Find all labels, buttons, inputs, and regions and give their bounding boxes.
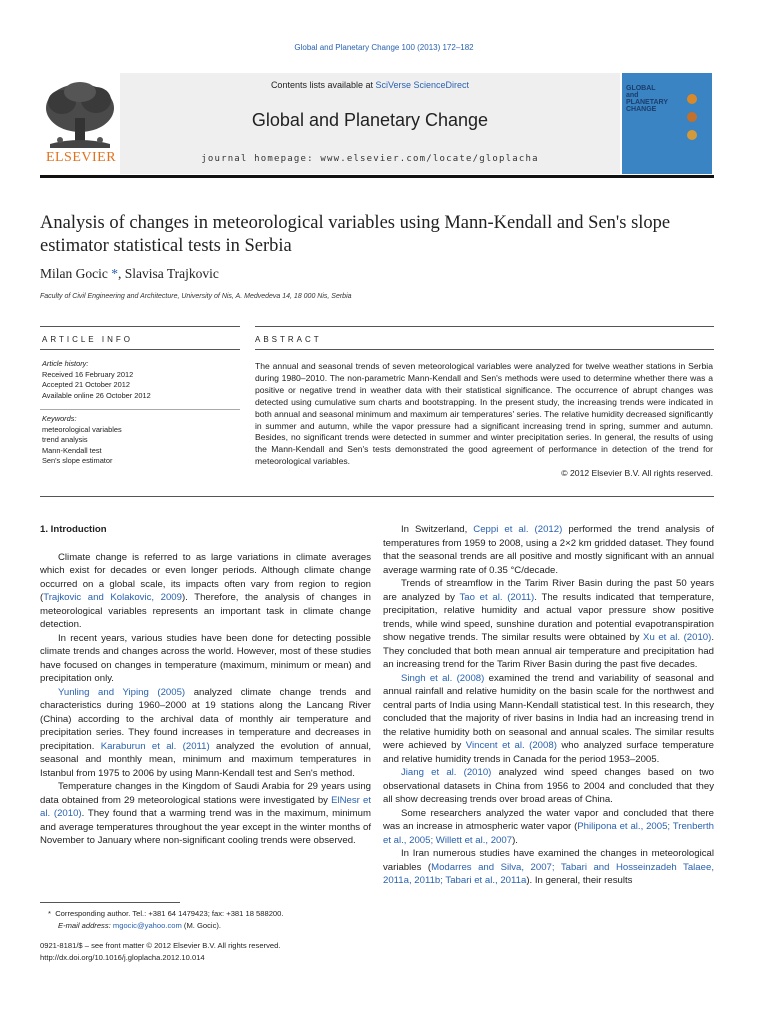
keyword: trend analysis (42, 435, 88, 444)
reference-link[interactable]: Philipona et al., 2005; Trenberth et al., 2005; Willett et al., 2007 (383, 821, 714, 846)
article-info-rule-2 (40, 349, 240, 350)
affiliation: Faculty of Civil Engineering and Architecture, University of Nis, A. Medvedeva 14, 18 000 Nis, Serbia (40, 293, 352, 300)
paragraph: Trends of streamflow in the Tarim River Basin during the past 50 years are analyzed by Tao et al. (2011). The results indicated that temperature, precipitation, relative humidity and actual vapor pressure show positive trends, while wind speed, sunshine duration and potential evapotranspiration show negative trends. The similar results were obtained by Xu et al. (2010). They concluded that both mean annual air temperature and precipitation had an increasing trend for the Tarim River Basin during the past five decades. (383, 578, 715, 670)
reference-link[interactable]: Vincent et al. (2008) (465, 740, 557, 751)
abstract-copyright: © 2012 Elsevier B.V. All rights reserved. (561, 468, 713, 479)
section-heading-introduction: 1. Introduction (40, 524, 107, 535)
history-received: Received 16 February 2012 (42, 369, 134, 379)
paragraph: Climate change is referred to as large variations in climate averages which exist for decades or even longer periods. Although climate change occurred on a global scale, its impacts often vary from region to region (Trajkovic and Kolakovic, 2009). Therefore, the analysis of changes in meteorological variables represents an important task in climate change detection. (40, 551, 371, 630)
paragraph: Some researchers analyzed the water vapor and concluded that there was an increase in atmospheric water vapor (Philipona et al., 2005; Trenberth et al., 2005; Willett et al., 2007). (383, 807, 714, 846)
paragraph: In recent years, various studies have been done for detecting possible climate trends and changes across the world. However, most of these studies have focused on changes in temperature (maximum, minimum or mean) and precipitation only. (40, 632, 371, 684)
abstract-heading: ABSTRACT (255, 335, 322, 344)
journal-title: Global and Planetary Change (251, 110, 489, 130)
journal-cover-image (622, 73, 712, 174)
email-link[interactable]: mgocic@yahoo.com (112, 921, 182, 930)
paragraph: In Iran numerous studies have examined the changes in meteorological variables (Modarres and Silva, 2007; Tabari and Hosseinzadeh Talaee, 2011a, 2011b; Tabari et al., 2011a). In general, their results (383, 848, 714, 886)
email-footnote: E-mail address: mgocic@yahoo.com (M. Gocic). (58, 921, 222, 930)
reference-link[interactable]: ElNesr et al. (2010) (40, 794, 371, 819)
paragraph: Singh et al. (2008) examined the trend and variability of seasonal and annual rainfall and relative humidity on the basin scale for the northwest and central parts of India using Mann-Kendall statistical test. In this research, they concluded that the majority of river basins in India had an increasing trend in the relative humidity both on seasonal and annual scales. The similar results were achieved by Vincent et al. (2008) who analyzed surface temperature and relative humidity trends in Canada for the period 1953–2005. (383, 672, 714, 765)
reference-link[interactable]: Modarres and Silva, 2007; Tabari and Hosseinzadeh Talaee, 2011a, 2011b; Tabari et al., 2011a (383, 861, 714, 886)
keyword: meteorological variables (42, 424, 122, 434)
reference-link[interactable]: Karaburun et al. (2011) (100, 740, 210, 752)
paragraph: Jiang et al. (2010) analyzed wind speed changes based on two observational datasets in China from 1956 to 2004 and concluded that they all show decreasing trends over broad areas of China. (383, 767, 714, 805)
issn-line: 0921-8181/$ – see front matter © 2012 Elsevier B.V. All rights reserved. (40, 941, 281, 950)
paragraph: Temperature changes in the Kingdom of Saudi Arabia for 29 years using data obtained from 29 meteorological stations were investigated by ElNesr et al. (2010). They found that a warming trend was in the maximum, minimum and average temperatures throughout the year except in the winter months of November to January where non-significant cooling trends were observed. (40, 781, 372, 846)
journal-citation[interactable]: Global and Planetary Change 100 (2013) 172–182 (294, 43, 474, 52)
reference-link[interactable]: Yunling and Yiping (2005) (58, 686, 186, 698)
abstract-rule-2 (255, 349, 714, 350)
author-list: Milan Gocic *, Slavisa Trajkovic (40, 266, 219, 281)
reference-link[interactable]: Xu et al. (2010) (643, 632, 712, 643)
keywords-label: Keywords: (42, 414, 77, 423)
elsevier-wordmark: ELSEVIER (45, 150, 117, 165)
reference-link[interactable]: Ceppi et al. (2012) (473, 524, 563, 535)
article-info-heading: ARTICLE INFO (42, 335, 133, 344)
corresponding-author-mark[interactable]: * (107, 266, 118, 281)
abstract-rule (255, 326, 714, 327)
history-accepted: Accepted 21 October 2012 (42, 380, 130, 389)
article-title: Analysis of changes in meteorological variables using Mann-Kendall and Sen's slope estimator statistical tests in Serbia (40, 213, 671, 256)
journal-homepage[interactable]: journal homepage: www.elsevier.com/locate/gloplacha (201, 154, 539, 164)
history-label: Article history: (42, 359, 89, 368)
reference-link[interactable]: Singh et al. (2008) (401, 672, 485, 684)
abstract-text: The annual and seasonal trends of seven meteorological variables were analyzed for twelve weather stations in Serbia during 1980–2010. The non-parametric Mann-Kendall and Sen's methods were used to determine whether there was a positive or negative trend in weather data with their statistical significance. The occurrence of abrupt changes was detected using cumulative sum charts and bootstrapping. In the present study, the increasing trends were indicated in both annual and seasonal minimum and maximum air temperatures' series. The relative humidity decreased significantly in summer and autumn, while the vapor pressure had a significant increasing trend in spring, summer and autumn. Besides, no significant trends were detected in summer and winter precipitation series. In general, the results of using the Mann-Kendall and Sen's tests demonstrated the good agreement of performance in detection of the trend for meteorological variables. (255, 361, 713, 467)
article-info-rule (40, 326, 240, 327)
footnote-rule (40, 902, 180, 903)
right-column (383, 523, 714, 888)
keyword: Sen's slope estimator (42, 456, 113, 465)
keyword: Mann-Kendall test (42, 445, 102, 455)
abstract-bottom-rule (40, 496, 714, 497)
history-keywords-divider (40, 409, 240, 410)
reference-link[interactable]: Jiang et al. (2010) (401, 767, 492, 778)
left-column (40, 523, 371, 848)
abstract-body (255, 361, 713, 480)
article-history (42, 359, 151, 401)
header-rule (40, 175, 714, 178)
corresponding-author-footnote: * Corresponding author. Tel.: +381 64 1479423; fax: +381 18 588200. (48, 909, 284, 918)
paragraph: Yunling and Yiping (2005) analyzed climate change trends and characteristics during 1960–2000 at 19 stations along the Lancang River (China) according to the archival data of monthly air temperature and precipitation series. They found increases in temperature and decreases in precipitation. Karaburun et al. (2011) analyzed the evolution of annual, seasonal and monthly mean, minimum and maximum temperatures in Istanbul from 1975 to 2006 by using Mann-Kendall test and Sen's method. (40, 686, 371, 779)
doi-link[interactable]: http://dx.doi.org/10.1016/j.gloplacha.2012.10.014 (40, 953, 205, 962)
paragraph: In Switzerland, Ceppi et al. (2012) performed the trend analysis of temperatures from 1959 to 2008, using a 2×2 km gridded dataset. They found that the seasonal trends are all positive and mostly significant with an annual average warming rate of 0.35 °C/decade. (383, 524, 714, 576)
history-online: Available online 26 October 2012 (42, 390, 151, 400)
sciencedirect-link[interactable]: SciVerse ScienceDirect (375, 80, 470, 90)
reference-link[interactable]: Tao et al. (2011) (459, 591, 535, 603)
cover-title: GLOBAL and PLANETARY CHANGE (626, 85, 668, 113)
contents-line: Contents lists available at SciVerse ScienceDirect (270, 80, 470, 90)
keywords (42, 414, 122, 467)
reference-link[interactable]: Trajkovic and Kolakovic, 2009 (43, 592, 182, 603)
cover-globe-icon (684, 93, 700, 143)
